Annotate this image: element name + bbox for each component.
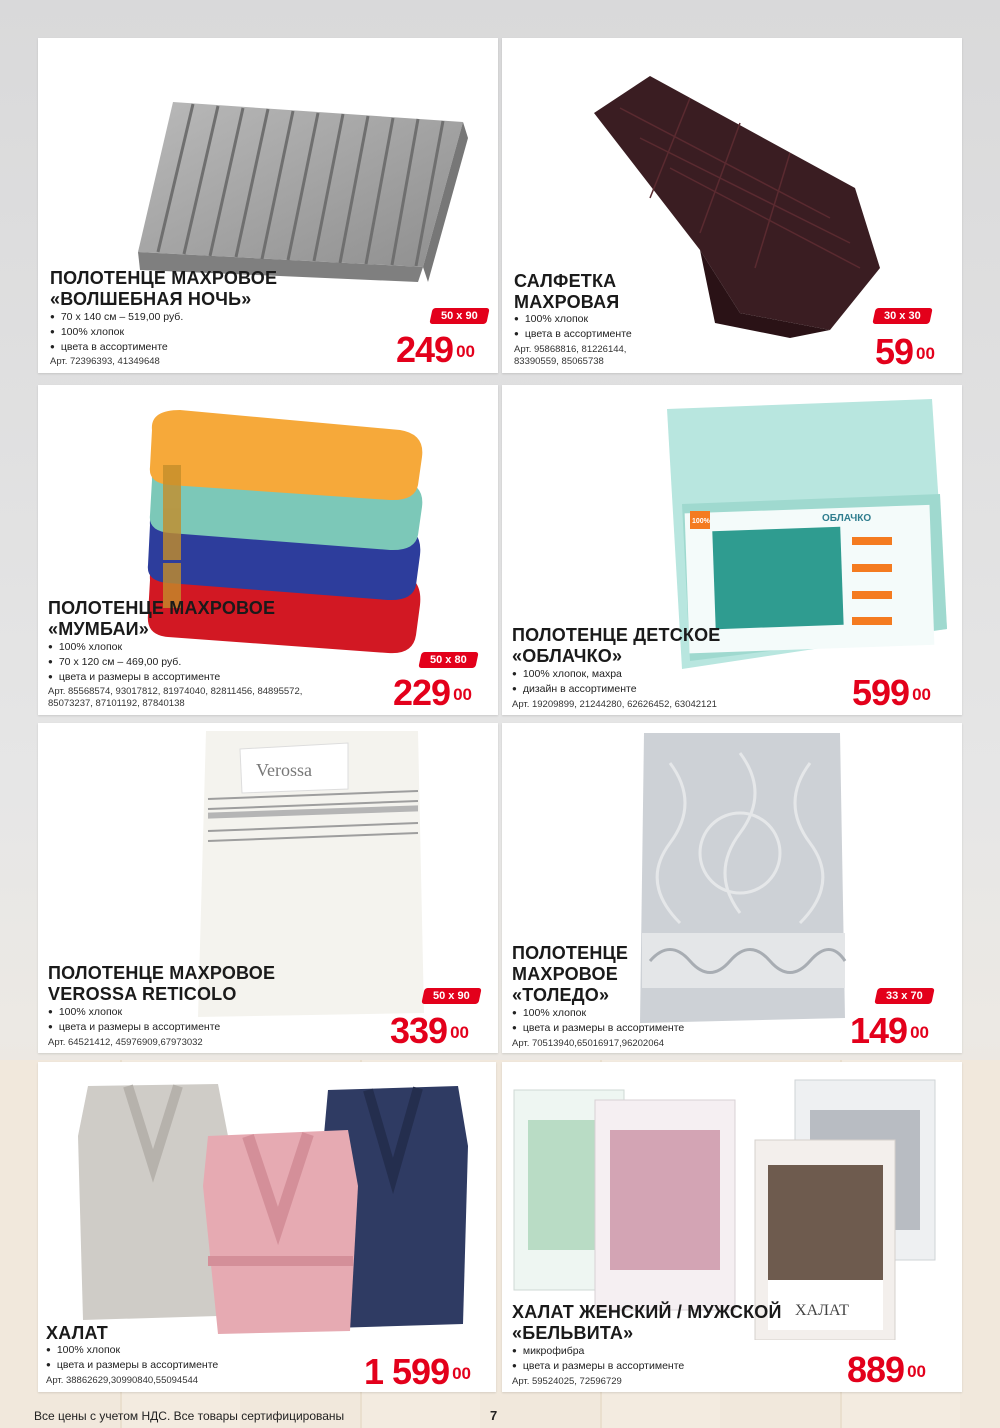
article-numbers: Арт. 70513940,65016917,96202064 [512,1038,665,1049]
page-number: 7 [490,1408,498,1423]
bullet: ● 100% хлопок [48,1005,220,1020]
product-title: ПОЛОТЕНЦЕ МАХРОВОЕ «ВОЛШЕБНАЯ НОЧЬ» [50,268,278,309]
package-brand: ОБЛАЧКО [822,513,872,524]
bullet: ● 100% хлопок, махра [512,667,637,682]
bullet: ● цвета в ассортименте [50,340,183,355]
size-badge: 50 x 80 [418,652,478,668]
article-numbers: Арт. 59524025, 72596729 [512,1376,622,1387]
article-numbers: Арт. 38862629,30990840,55094544 [46,1375,199,1386]
bullet: ● цвета и размеры в ассортименте [48,1020,220,1035]
price: 1 599 $^{00}$ [364,1351,472,1392]
bullet: ● 100% хлопок [514,312,632,327]
product-bullets [46,1343,218,1373]
bullet: ● микрофибра [512,1344,684,1359]
size-badge: 33 x 70 [874,988,934,1004]
product-title: ПОЛОТЕНЦЕ ДЕТСКОЕ «ОБЛАЧКО» [512,625,721,666]
price: 59 $^{00}$ [875,331,935,372]
product-title: ПОЛОТЕНЦЕ МАХРОВОЕ «МУМБАИ» [48,598,276,639]
product-bullets [50,310,183,355]
bullet: ● цвета и размеры в ассортименте [512,1359,684,1374]
article-numbers: Арт. 72396393, 41349648 [50,356,160,367]
size-badge: 50 x 90 [429,308,489,324]
product-card-toledo[interactable] [502,723,962,1053]
bathrobes-image [68,1076,488,1336]
product-bullets [48,640,220,685]
product-bullets [512,667,637,697]
product-bullets [514,312,632,342]
bullet: ● 100% хлопок [46,1343,218,1358]
product-card-mumbai[interactable] [38,385,498,715]
package-brand: Verossa [256,760,312,780]
price: 889 $^{00}$ [847,1349,926,1390]
article-numbers: Арт. 19209899, 21244280, 62626452, 63042121 [512,699,717,710]
product-title: ХАЛАТ [46,1323,108,1343]
footer-note: Все цены с учетом НДС. Все товары сертифицированы [34,1409,345,1423]
grey-towel-image [118,42,498,292]
product-card-verossa[interactable] [38,723,498,1053]
bullet: ● цвета в ассортименте [514,327,632,342]
product-bullets [48,1005,220,1035]
bullet: ● 100% хлопок [48,640,220,655]
product-card-oblachko[interactable] [502,385,962,715]
product-bullets [512,1006,684,1036]
bullet: ● цвета и размеры в ассортименте [512,1021,684,1036]
bullet: ● 100% хлопок [50,325,183,340]
product-title: ХАЛАТ ЖЕНСКИЙ / МУЖСКОЙ «БЕЛЬВИТА» [512,1302,782,1343]
price: 249 $^{00}$ [396,329,475,370]
price: 149 $^{00}$ [850,1010,929,1051]
bullet: ● цвета и размеры в ассортименте [46,1358,218,1373]
article-numbers: Арт. 95868816, 81226144, 83390559, 85065738 [514,344,627,367]
price: 229 $^{00}$ [393,672,472,713]
product-card-halat[interactable] [38,1062,496,1392]
product-title: САЛФЕТКА МАХРОВАЯ [514,271,620,312]
product-title: ПОЛОТЕНЦЕ МАХРОВОЕ VEROSSA RETICOLO [48,963,276,1004]
price: 339 $^{00}$ [390,1010,469,1051]
bullet: ● цвета и размеры в ассортименте [48,670,220,685]
toledo-towel-image [640,733,850,1023]
package-badge: 100% [692,518,710,525]
product-card-belvita[interactable] [502,1062,962,1392]
product-bullets [512,1344,684,1374]
bullet: ● 100% хлопок [512,1006,684,1021]
product-card-salfetka[interactable] [502,38,962,373]
product-card-volshebnaya-noch[interactable] [38,38,498,373]
size-badge: 50 x 90 [421,988,481,1004]
article-numbers: Арт. 64521412, 45976909,67973032 [48,1037,203,1048]
dark-napkin-image [590,68,890,338]
bullet: ● дизайн в ассортименте [512,682,637,697]
article-numbers: Арт. 85568574, 93017812, 81974040, 82811456, 84895572, 85073237, 87101192, 87840138 [48,686,303,709]
price: 599 $^{00}$ [852,672,931,713]
package-brand: ХАЛАТ [795,1302,849,1319]
packaged-bathrobes-image [510,1070,950,1340]
bullet: ● 70 х 140 см – 519,00 руб. [50,310,183,325]
product-title: ПОЛОТЕНЦЕ МАХРОВОЕ «ТОЛЕДО» [512,943,629,1005]
bullet: ● 70 х 120 см – 469,00 руб. [48,655,220,670]
size-badge: 30 x 30 [872,308,932,324]
